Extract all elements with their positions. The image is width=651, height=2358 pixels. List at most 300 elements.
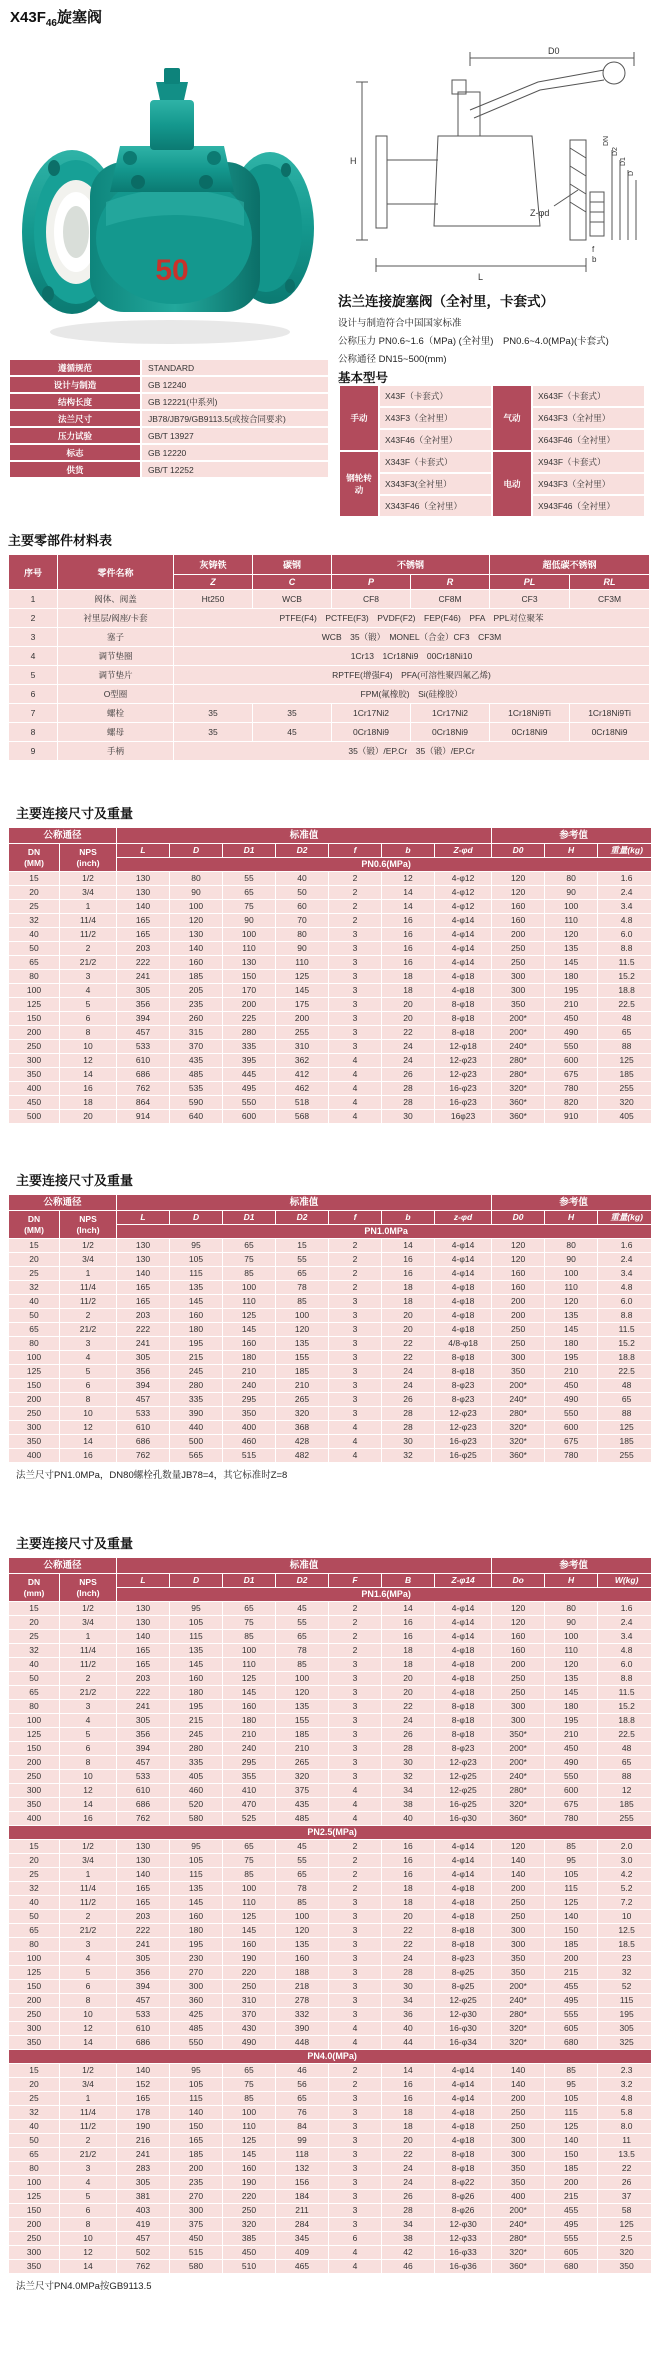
table-cell: 205: [170, 984, 222, 997]
table-cell: 12-φ30: [435, 2008, 491, 2021]
table-row: [9, 1351, 651, 1364]
table-cell: 360: [170, 1994, 222, 2007]
table-cell: 32: [9, 1644, 59, 1657]
table-row: [9, 1756, 651, 1769]
table-row: [9, 1012, 651, 1025]
dimension-drawing: [342, 40, 642, 288]
table-cell: 200: [545, 1952, 597, 1965]
table-cell: 55: [276, 1616, 328, 1629]
table-cell: 2.4: [598, 1616, 651, 1629]
table-cell: 15.2: [598, 1337, 651, 1350]
table-row: [9, 628, 649, 646]
table-cell: 65: [276, 1267, 328, 1280]
table-cell: 46: [382, 2260, 434, 2273]
table-row: [9, 1096, 651, 1109]
table-cell: 16: [60, 1082, 116, 1095]
table-cell: 22: [382, 2148, 434, 2161]
table-cell: 3: [329, 1924, 381, 1937]
table-cell: 457: [117, 1393, 169, 1406]
table-cell: 250: [492, 1686, 544, 1699]
table-cell: 241: [117, 1337, 169, 1350]
table-cell: 1: [60, 1868, 116, 1881]
table-cell: 145: [170, 1896, 222, 1909]
table-cell: 22: [382, 1026, 434, 1039]
table-cell: 24: [382, 1365, 434, 1378]
table-cell: 99: [276, 2134, 328, 2147]
dn-label: DN: [27, 1213, 41, 1224]
table-cell: 4-φ14: [435, 2078, 491, 2091]
table-cell: 215: [545, 2190, 597, 2203]
table-cell: 405: [598, 1110, 651, 1123]
table-cell: 533: [117, 2008, 169, 2021]
table-cell: PTFE(F4) PCTFE(F3) PVDF(F2) FEP(F46) PFA PPL对位聚苯: [174, 609, 649, 627]
table-cell: 8: [60, 2218, 116, 2231]
table-cell: 278: [276, 1994, 328, 2007]
table-cell: 195: [170, 1337, 222, 1350]
table-cell: 115: [545, 2106, 597, 2119]
table-row: [9, 1798, 651, 1811]
table-cell: 10: [60, 1040, 116, 1053]
group-header-ref: 参考值: [492, 1558, 651, 1573]
table-cell: 20: [382, 1672, 434, 1685]
table-cell: 600: [545, 1054, 597, 1067]
table-cell: 8-φ22: [435, 2176, 491, 2189]
table-cell: 100: [9, 984, 59, 997]
table-cell: 140: [492, 1854, 544, 1867]
table-cell: 200: [492, 928, 544, 941]
table-cell: 6.0: [598, 928, 651, 941]
table-cell: 350: [492, 1966, 544, 1979]
table-cell: 255: [598, 1449, 651, 1462]
col-header-weight: W(kg): [598, 1574, 651, 1587]
table-cell: 190: [117, 2120, 169, 2133]
table-cell: 80: [9, 1700, 59, 1713]
table-cell: 11/2: [60, 1896, 116, 1909]
table-cell: 145: [170, 1658, 222, 1671]
table-cell: 16: [60, 1449, 116, 1462]
table-cell: 42: [382, 2246, 434, 2259]
table-row: [9, 2064, 651, 2077]
table-cell: 165: [117, 1281, 169, 1294]
table-cell: 211: [276, 2204, 328, 2217]
table-cell: 115: [170, 1630, 222, 1643]
nps-label: NPS: [79, 1576, 97, 1587]
table-cell: 150: [223, 970, 275, 983]
table-cell: 686: [117, 1068, 169, 1081]
table-cell: 1: [9, 590, 57, 608]
table-cell: 320: [223, 2218, 275, 2231]
table-cell: 185: [170, 970, 222, 983]
table-cell: 46: [276, 2064, 328, 2077]
table-cell: 135: [170, 1882, 222, 1895]
table-cell: 2: [329, 1868, 381, 1881]
table-cell: 5.8: [598, 2106, 651, 2119]
table-cell: 4-φ14: [435, 942, 491, 955]
col-header-f: f: [329, 1211, 381, 1224]
dim2-heading: 主要连接尺寸及重量: [16, 1173, 134, 1188]
table-cell: 4-φ18: [435, 1644, 491, 1657]
table-cell: 210: [276, 1379, 328, 1392]
table-cell: 4-φ12: [435, 872, 491, 885]
table-cell: 4-φ18: [435, 1309, 491, 1322]
table-cell: 12-φ23: [435, 1068, 491, 1081]
table-cell: 3: [329, 2148, 381, 2161]
table-cell: 465: [276, 2260, 328, 2273]
table-row: [9, 1407, 651, 1420]
table-cell: 135: [545, 942, 597, 955]
table-cell: 16-φ30: [435, 1812, 491, 1825]
table-cell: 135: [545, 1672, 597, 1685]
table-cell: 20: [382, 1012, 434, 1025]
table-cell: 160: [223, 1700, 275, 1713]
table-cell: 462: [276, 1082, 328, 1095]
table-cell: 84: [276, 2120, 328, 2133]
table-cell: 55: [276, 1253, 328, 1266]
table-cell: 26: [382, 1068, 434, 1081]
table-cell: 4-φ18: [435, 1281, 491, 1294]
dn-unit: (mm): [23, 1587, 45, 1598]
table-cell: 4.8: [598, 2092, 651, 2105]
table-cell: 125: [223, 1672, 275, 1685]
table-cell: 320: [598, 1096, 651, 1109]
table-cell: 4: [60, 984, 116, 997]
table-cell: 12: [598, 1784, 651, 1797]
table-cell: 100: [276, 1672, 328, 1685]
table-cell: 280*: [492, 1068, 544, 1081]
table-row: [9, 2246, 651, 2259]
table-cell: 600: [545, 1784, 597, 1797]
table-cell: 56: [276, 2078, 328, 2091]
table-cell: 240: [223, 1379, 275, 1392]
dim-label-d2: D2: [612, 147, 619, 156]
table-cell: 90: [545, 1616, 597, 1629]
table-cell: 125: [598, 1421, 651, 1434]
table-cell: 375: [276, 1784, 328, 1797]
table-cell: 2.0: [598, 1840, 651, 1853]
table-cell: 1/2: [60, 872, 116, 885]
pressure-band: PN1.0MPa: [117, 1225, 651, 1238]
table-cell: 240*: [492, 1770, 544, 1783]
table-cell: 235: [170, 998, 222, 1011]
table-cell: 15: [9, 2064, 59, 2077]
table-cell: 88: [598, 1407, 651, 1420]
table-cell: 610: [117, 1054, 169, 1067]
table-cell: 305: [117, 1714, 169, 1727]
table-cell: 3: [329, 1658, 381, 1671]
col-header-c: C: [253, 575, 331, 589]
col-header-z14: Z-φ14: [435, 1574, 491, 1587]
drive-gear: 钢轮转动: [340, 452, 378, 516]
table-cell: 160: [492, 900, 544, 913]
table-cell: 3.2: [598, 2078, 651, 2091]
table-cell: 600: [223, 1110, 275, 1123]
table-cell: 485: [170, 1068, 222, 1081]
table-cell: 11/4: [60, 1882, 116, 1895]
dim3-heading: 主要连接尺寸及重量: [16, 1536, 134, 1551]
table-cell: 4-φ14: [435, 1868, 491, 1881]
dim-label-zd: Z-φd: [530, 208, 550, 218]
table-cell: 457: [117, 1756, 169, 1769]
group-header-grayiron: 灰铸铁: [174, 555, 252, 574]
table-cell: 14: [60, 1798, 116, 1811]
table-cell: 280*: [492, 2232, 544, 2245]
table-cell: 4-φ18: [435, 2120, 491, 2133]
table-cell: 430: [223, 2022, 275, 2035]
table-cell: CF3M: [570, 590, 649, 608]
table-cell: 140: [492, 2064, 544, 2077]
table-cell: 310: [276, 1040, 328, 1053]
table-cell: 125: [9, 2190, 59, 2203]
table-cell: 8-φ18: [435, 2162, 491, 2175]
table-cell: 1: [60, 2092, 116, 2105]
table-cell: 210: [545, 998, 597, 1011]
table-cell: 3: [329, 942, 381, 955]
col-header-dn: [9, 1574, 59, 1601]
table-cell: 160: [223, 1337, 275, 1350]
table-cell: 4-φ14: [435, 1840, 491, 1853]
table-cell: 75: [223, 1616, 275, 1629]
table-cell: 12.5: [598, 1924, 651, 1937]
table-cell: 30: [382, 1756, 434, 1769]
table-cell: 445: [223, 1068, 275, 1081]
table-cell: 280: [170, 1742, 222, 1755]
table-cell: 24: [382, 2176, 434, 2189]
table-cell: 241: [117, 1938, 169, 1951]
table-cell: 3: [329, 1770, 381, 1783]
dim2-footnote: 法兰尺寸PN1.0MPa，DN80螺栓孔数量JB78=4，其它标准时Z=8: [16, 1470, 288, 1481]
table-cell: 350: [9, 2260, 59, 2273]
table-cell: 11.5: [598, 1323, 651, 1336]
table-cell: 130: [117, 1602, 169, 1615]
table-cell: 8-φ25: [435, 1966, 491, 1979]
table-cell: 195: [545, 1714, 597, 1727]
table-cell: 145: [223, 1323, 275, 1336]
table-cell: 120: [276, 1924, 328, 1937]
table-cell: 165: [117, 1896, 169, 1909]
table-cell: 110: [223, 1896, 275, 1909]
col-header-d: D: [170, 1574, 222, 1587]
table-cell: 28: [382, 1407, 434, 1420]
table-cell: 1/2: [60, 2064, 116, 2077]
table-row: [9, 1672, 651, 1685]
table-cell: 9: [9, 742, 57, 760]
table-cell: 385: [223, 2232, 275, 2245]
table-cell: 90: [170, 886, 222, 899]
table-cell: 10: [60, 2232, 116, 2245]
table-row: [9, 956, 651, 969]
table-cell: 3.4: [598, 900, 651, 913]
table-cell: 6: [60, 1742, 116, 1755]
table-cell: 555: [545, 2232, 597, 2245]
table-cell: 28: [382, 2204, 434, 2217]
product-diameter-line: 公称通径 DN15~500(mm): [338, 354, 447, 365]
table-row: [9, 1630, 651, 1643]
table-cell: 80: [9, 970, 59, 983]
table-cell: 320*: [492, 1435, 544, 1448]
table-cell: 24: [382, 1714, 434, 1727]
table-cell: 210: [545, 1728, 597, 1741]
table-cell: 3: [329, 1756, 381, 1769]
table-cell: 200: [492, 2092, 544, 2105]
table-row: [9, 1910, 651, 1923]
table-cell: 14: [382, 886, 434, 899]
table-cell: 4-φ18: [435, 1686, 491, 1699]
col-header-h: H: [545, 1211, 597, 1224]
table-cell: 130: [117, 1616, 169, 1629]
table-cell: 25: [9, 1868, 59, 1881]
table-cell: 220: [223, 1966, 275, 1979]
table-cell: 280: [170, 1379, 222, 1392]
table-cell: 356: [117, 998, 169, 1011]
table-cell: 设计与制造: [10, 377, 140, 392]
table-row: [10, 377, 328, 392]
table-cell: 300: [170, 1980, 222, 1993]
table-cell: 210: [545, 1365, 597, 1378]
models-table: [338, 384, 646, 518]
table-cell: 34: [382, 1784, 434, 1797]
table-cell: 16: [382, 1840, 434, 1853]
table-cell: 3: [329, 1295, 381, 1308]
table-cell: RPTFE(增强F4) PFA(可溶性聚四氟乙烯): [174, 666, 649, 684]
col-header-do: Do: [492, 1574, 544, 1587]
table-cell: 32: [9, 1281, 59, 1294]
table-cell: 12-φ25: [435, 1784, 491, 1797]
model-cell: X43F46（全衬里）: [380, 430, 491, 450]
table-cell: 4-φ18: [435, 1882, 491, 1895]
table-cell: 50: [9, 2134, 59, 2147]
table-cell: GB 12220: [142, 445, 328, 460]
table-row: [9, 723, 649, 741]
table-row: [9, 1365, 651, 1378]
table-cell: 20: [9, 1616, 59, 1629]
table-row: [9, 2120, 651, 2133]
table-cell: 100: [545, 1267, 597, 1280]
dim-label-h: H: [350, 156, 357, 166]
table-row: [9, 1026, 651, 1039]
table-row: [9, 1421, 651, 1434]
table-row: [9, 844, 651, 857]
table-cell: 95: [170, 1239, 222, 1252]
table-row: [9, 1253, 651, 1266]
col-header-zd: Z-φd: [435, 844, 491, 857]
table-cell: 4-φ18: [435, 2134, 491, 2147]
table-cell: 100: [545, 900, 597, 913]
table-cell: 4-φ14: [435, 1253, 491, 1266]
table-row: [9, 1882, 651, 1895]
table-cell: 125: [9, 998, 59, 1011]
table-cell: 2: [329, 1882, 381, 1895]
table-cell: 4-φ14: [435, 1616, 491, 1629]
table-cell: 250: [492, 1672, 544, 1685]
table-cell: WCB 35（锻） MONEL（合金）CF3 CF3M: [174, 628, 649, 646]
table-cell: 4: [329, 1421, 381, 1434]
table-cell: 8-φ26: [435, 2204, 491, 2217]
col-header-r: R: [411, 575, 489, 589]
table-cell: 65: [598, 1026, 651, 1039]
table-cell: 241: [117, 2148, 169, 2161]
table-cell: 11/2: [60, 1658, 116, 1671]
dim-label-dn: DN: [603, 135, 610, 146]
table-cell: 345: [276, 2232, 328, 2245]
table-cell: 180: [170, 1323, 222, 1336]
table-cell: 21/2: [60, 1686, 116, 1699]
table-cell: 28: [382, 1421, 434, 1434]
table-cell: 165: [170, 2134, 222, 2147]
spec-table: [8, 358, 330, 479]
table-row: [9, 900, 651, 913]
table-cell: 4.8: [598, 1281, 651, 1294]
dim-label-d1: D1: [620, 157, 627, 166]
table-cell: 21/2: [60, 2148, 116, 2161]
page-title-suffix: 旋塞阀: [56, 9, 102, 26]
table-cell: 165: [117, 1295, 169, 1308]
table-cell: 3: [329, 1742, 381, 1755]
table-cell: 85: [223, 1868, 275, 1881]
table-cell: 520: [170, 1798, 222, 1811]
table-cell: 4: [329, 1096, 381, 1109]
table-cell: 265: [276, 1393, 328, 1406]
table-cell: 3: [60, 1938, 116, 1951]
table-cell: 0Cr18Ni9: [570, 723, 649, 741]
table-cell: 100: [9, 1952, 59, 1965]
table-cell: 140: [492, 2078, 544, 2091]
table-cell: 2.4: [598, 1253, 651, 1266]
table-cell: 23: [598, 1952, 651, 1965]
table-cell: 6.0: [598, 1658, 651, 1671]
table-cell: 300: [492, 970, 544, 983]
table-cell: 18: [382, 984, 434, 997]
table-cell: GB/T 12252: [142, 462, 328, 477]
table-cell: 40: [9, 1295, 59, 1308]
table-cell: 200: [9, 2218, 59, 2231]
table-cell: 100: [276, 1309, 328, 1322]
table-cell: 11.5: [598, 1686, 651, 1699]
table-cell: 16-φ25: [435, 1798, 491, 1811]
table-row: [9, 1574, 651, 1587]
table-cell: 90: [545, 1253, 597, 1266]
table-cell: 200: [9, 1026, 59, 1039]
table-cell: 法兰尺寸: [10, 411, 140, 426]
table-row: [9, 1435, 651, 1448]
table-cell: 300: [492, 2134, 544, 2147]
table-cell: 675: [545, 1068, 597, 1081]
table-cell: 20: [9, 886, 59, 899]
table-cell: 40: [9, 2120, 59, 2133]
table-cell: 85: [276, 1658, 328, 1671]
table-cell: 160: [223, 2162, 275, 2175]
table-cell: 120: [170, 914, 222, 927]
table-cell: 22: [382, 1700, 434, 1713]
table-cell: 140: [545, 1910, 597, 1923]
table-cell: 203: [117, 1309, 169, 1322]
table-cell: 100: [9, 1351, 59, 1364]
table-row: [9, 914, 651, 927]
table-cell: 16: [382, 1868, 434, 1881]
col-header-zd: z-φd: [435, 1211, 491, 1224]
table-cell: 20: [60, 1110, 116, 1123]
table-cell: 400: [492, 2190, 544, 2203]
nps-label: NPS: [79, 846, 97, 857]
table-cell: 240: [223, 1742, 275, 1755]
table-cell: 24: [382, 1054, 434, 1067]
table-row: [9, 1110, 651, 1123]
table-cell: 5: [60, 2190, 116, 2203]
table-cell: 8-φ23: [435, 1742, 491, 1755]
table-cell: 565: [170, 1449, 222, 1462]
table-cell: 8.0: [598, 2120, 651, 2133]
table-cell: 100: [223, 1882, 275, 1895]
table-cell: 125: [598, 2218, 651, 2231]
